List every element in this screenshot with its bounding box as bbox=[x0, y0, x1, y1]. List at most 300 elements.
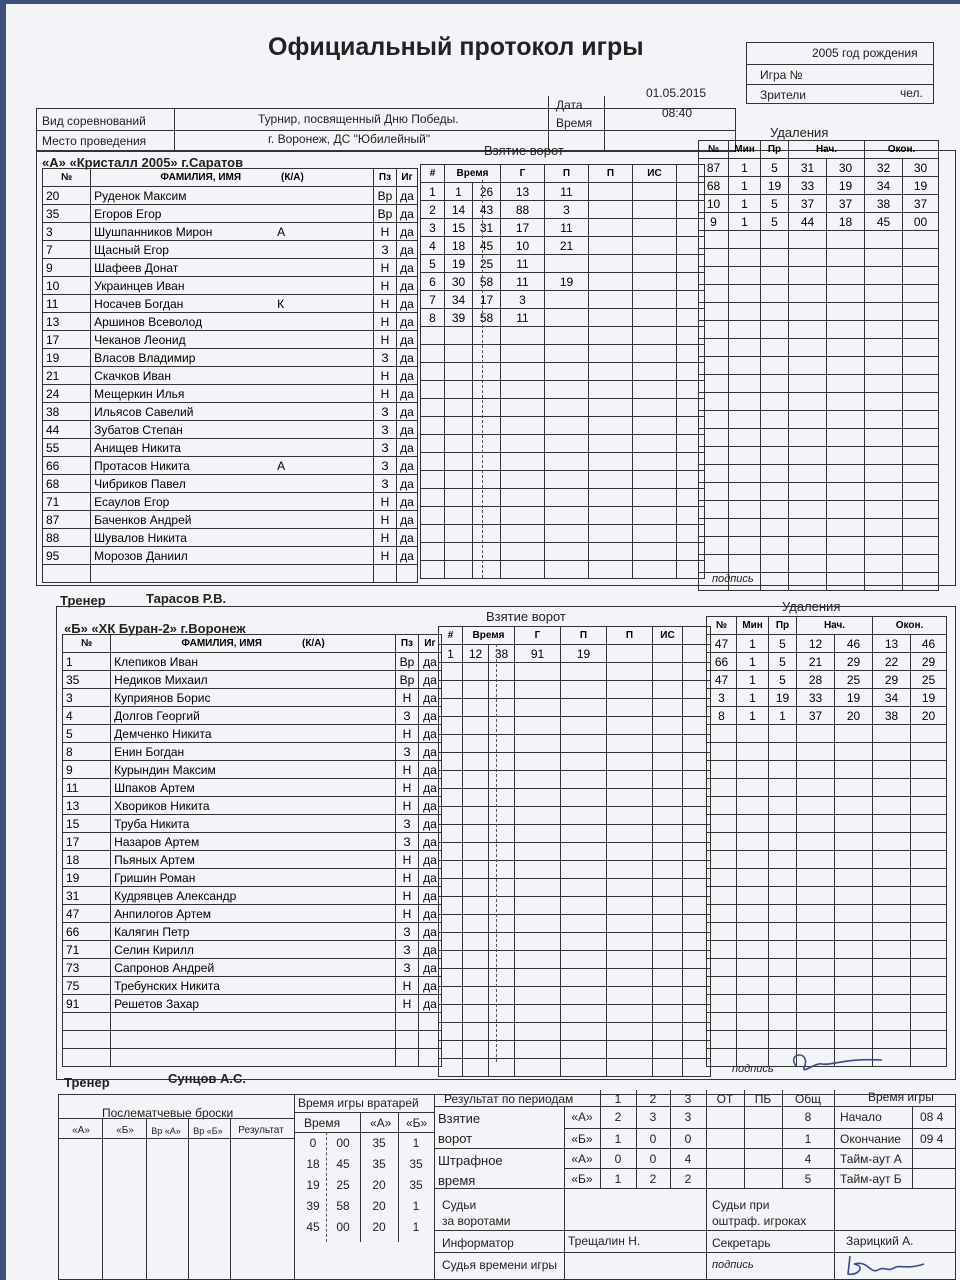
pen-reason bbox=[761, 555, 789, 573]
goal-second bbox=[473, 471, 501, 489]
player-played: да bbox=[397, 313, 418, 331]
pen-start-min: 21 bbox=[797, 653, 835, 671]
goal-situation bbox=[653, 843, 683, 861]
goal-number bbox=[421, 525, 445, 543]
goal-row bbox=[421, 453, 705, 471]
goal-minute bbox=[445, 399, 473, 417]
pen-reason bbox=[769, 833, 797, 851]
goal-situation bbox=[653, 933, 683, 951]
goal-second bbox=[473, 327, 501, 345]
pen-player bbox=[707, 959, 737, 977]
pen-start-sec bbox=[827, 483, 865, 501]
pen-start-sec bbox=[827, 231, 865, 249]
pen-start-min bbox=[789, 411, 827, 429]
pen-end-sec bbox=[903, 447, 939, 465]
pen-player: 87 bbox=[699, 159, 729, 177]
pen-start-min bbox=[789, 375, 827, 393]
goal-minute bbox=[463, 951, 489, 969]
pen-end-min bbox=[873, 779, 911, 797]
goal-minute: 39 bbox=[445, 309, 473, 327]
period-team-mark: «Б» bbox=[571, 1172, 593, 1186]
period-team-mark: «Б» bbox=[571, 1132, 593, 1146]
player-name: Недиков Михаил bbox=[114, 672, 208, 687]
player-position: З bbox=[395, 959, 418, 977]
pen-player bbox=[699, 429, 729, 447]
player-name-cell bbox=[91, 259, 374, 277]
pen-end-min: 34 bbox=[873, 689, 911, 707]
gk-team-a-gk: 35 bbox=[372, 1157, 386, 1171]
pen-player bbox=[707, 1031, 737, 1049]
player-name: Енин Богдан bbox=[114, 744, 185, 759]
goal-scorer bbox=[515, 771, 561, 789]
pen-reason bbox=[761, 339, 789, 357]
pen-end-min: 45 bbox=[865, 213, 903, 231]
player-position: Н bbox=[395, 797, 418, 815]
pen-player bbox=[699, 393, 729, 411]
goal-minute bbox=[463, 897, 489, 915]
pen-end-sec bbox=[911, 743, 947, 761]
pen-minutes bbox=[737, 779, 769, 797]
goal-assist-2 bbox=[607, 915, 653, 933]
goal-assist bbox=[561, 897, 607, 915]
gk-minute: 0 bbox=[309, 1136, 317, 1150]
player-name-cell bbox=[111, 1049, 396, 1067]
goal-assist: 11 bbox=[545, 183, 589, 201]
pen-end-sec bbox=[903, 339, 939, 357]
pen-start-sec bbox=[835, 761, 873, 779]
pen-end-sec bbox=[903, 465, 939, 483]
pen-end-min bbox=[873, 725, 911, 743]
goal-scorer bbox=[515, 897, 561, 915]
goal-assist bbox=[545, 525, 589, 543]
spectators-unit: чел. bbox=[900, 86, 923, 100]
pen-start-min bbox=[797, 725, 835, 743]
pen-minutes: 1 bbox=[729, 213, 761, 231]
period-col-1: 2 bbox=[649, 1092, 657, 1106]
goal-assist-2 bbox=[607, 717, 653, 735]
pen-reason bbox=[769, 887, 797, 905]
player-name-cell bbox=[91, 403, 374, 421]
pen-start-sec bbox=[835, 887, 873, 905]
pen-start-min bbox=[789, 447, 827, 465]
roster-row bbox=[63, 941, 442, 959]
goal-assist-2 bbox=[607, 861, 653, 879]
team-a-penalties-table bbox=[698, 140, 939, 591]
pen-minutes bbox=[737, 1013, 769, 1031]
pen-player bbox=[707, 941, 737, 959]
goal-situation bbox=[633, 525, 677, 543]
goal-number: 6 bbox=[421, 273, 445, 291]
pen-end-sec bbox=[903, 555, 939, 573]
pen-reason bbox=[761, 393, 789, 411]
player-name-cell bbox=[91, 331, 374, 349]
period-col-0: 1 bbox=[614, 1092, 622, 1106]
pen-end-min bbox=[873, 815, 911, 833]
player-name: Руденок Максим bbox=[94, 188, 187, 203]
roster-row bbox=[43, 457, 418, 475]
goal-row bbox=[439, 735, 711, 753]
player-name-cell bbox=[91, 367, 374, 385]
pen-reason bbox=[769, 959, 797, 977]
pen-col-min: Мин bbox=[729, 141, 761, 159]
player-name: Егоров Егор bbox=[94, 206, 162, 221]
pen-end-sec bbox=[903, 285, 939, 303]
player-number: 20 bbox=[43, 187, 91, 205]
pen-player bbox=[707, 815, 737, 833]
pen-player bbox=[707, 923, 737, 941]
player-position: З bbox=[373, 241, 396, 259]
period-value: 8 bbox=[804, 1110, 812, 1124]
pen-end-sec bbox=[903, 501, 939, 519]
goal-minute: 18 bbox=[445, 237, 473, 255]
goal-minute bbox=[445, 471, 473, 489]
pen-start-sec bbox=[827, 537, 865, 555]
pen-start-min bbox=[789, 231, 827, 249]
penalty-row bbox=[707, 941, 947, 959]
pen-end-sec bbox=[911, 869, 947, 887]
team-b-goals-title: Взятие ворот bbox=[486, 609, 566, 624]
penalty-row bbox=[707, 815, 947, 833]
goal-second: 25 bbox=[473, 255, 501, 273]
pen-end-sec bbox=[911, 905, 947, 923]
goal-scorer bbox=[515, 843, 561, 861]
player-number: 17 bbox=[43, 331, 91, 349]
pen-reason bbox=[769, 941, 797, 959]
pen-reason: 5 bbox=[761, 159, 789, 177]
goal-second: 45 bbox=[473, 237, 501, 255]
player-played: да bbox=[397, 403, 418, 421]
shootout-col-result: Результат bbox=[238, 1125, 284, 1136]
pim-label-2: время bbox=[438, 1173, 476, 1188]
goal-assist bbox=[561, 825, 607, 843]
gk-minute: 19 bbox=[306, 1178, 320, 1192]
goal-col-is: ИС bbox=[653, 627, 683, 645]
player-name: Пьяных Артем bbox=[114, 852, 195, 867]
player-captain-mark: А bbox=[277, 224, 286, 239]
pen-reason bbox=[761, 267, 789, 285]
goal-scorer bbox=[515, 789, 561, 807]
player-name-cell bbox=[111, 725, 396, 743]
goal-judges-label-2: за воротами bbox=[442, 1214, 511, 1228]
time-value: 08:40 bbox=[662, 106, 693, 120]
player-position: З bbox=[373, 475, 396, 493]
player-name-cell bbox=[111, 923, 396, 941]
pen-reason bbox=[769, 923, 797, 941]
end-label: Окончание bbox=[840, 1132, 901, 1146]
player-played: да bbox=[418, 689, 441, 707]
goal-second bbox=[473, 543, 501, 561]
goal-number: 5 bbox=[421, 255, 445, 273]
pen-start-min: 12 bbox=[797, 635, 835, 653]
goal-assist bbox=[561, 951, 607, 969]
pen-start-min: 33 bbox=[797, 689, 835, 707]
pen-start-sec bbox=[827, 555, 865, 573]
pen-start-sec bbox=[835, 977, 873, 995]
goal-minute bbox=[463, 987, 489, 1005]
game-number-label: Игра № bbox=[760, 68, 803, 82]
goal-number bbox=[439, 1059, 463, 1077]
goal-number bbox=[439, 699, 463, 717]
pen-start-min bbox=[789, 573, 827, 591]
player-name: Мещеркин Илья bbox=[94, 386, 185, 401]
player-name-cell bbox=[91, 493, 374, 511]
goal-number bbox=[421, 543, 445, 561]
goal-minute: 34 bbox=[445, 291, 473, 309]
roster-row bbox=[63, 1031, 442, 1049]
pen-end-sec bbox=[911, 851, 947, 869]
pen-minutes: 1 bbox=[737, 689, 769, 707]
player-played: да bbox=[418, 815, 441, 833]
goal-number bbox=[421, 489, 445, 507]
goal-second bbox=[489, 699, 515, 717]
player-played: да bbox=[418, 833, 441, 851]
pen-start-sec: 37 bbox=[827, 195, 865, 213]
pen-end-sec bbox=[903, 411, 939, 429]
pen-player: 3 bbox=[707, 689, 737, 707]
player-number bbox=[43, 565, 91, 583]
pen-start-sec bbox=[827, 573, 865, 591]
goal-second bbox=[489, 1023, 515, 1041]
goal-scorer bbox=[515, 807, 561, 825]
pen-reason bbox=[761, 303, 789, 321]
goal-situation bbox=[653, 753, 683, 771]
pen-reason bbox=[769, 779, 797, 797]
player-number: 15 bbox=[63, 815, 111, 833]
pen-start-min bbox=[789, 321, 827, 339]
penalty-row bbox=[699, 285, 939, 303]
player-name-cell bbox=[111, 815, 396, 833]
goal-situation bbox=[653, 771, 683, 789]
player-name-cell bbox=[111, 995, 396, 1013]
player-played: да bbox=[397, 241, 418, 259]
pen-end-min bbox=[865, 339, 903, 357]
goal-assist bbox=[561, 1041, 607, 1059]
penalty-row bbox=[699, 321, 939, 339]
player-played: да bbox=[418, 761, 441, 779]
pen-end-min: 13 bbox=[873, 635, 911, 653]
pen-end-sec: 19 bbox=[903, 177, 939, 195]
goal-situation bbox=[653, 681, 683, 699]
goal-assist-2 bbox=[589, 417, 633, 435]
pen-start-min bbox=[797, 941, 835, 959]
pen-start-min bbox=[797, 743, 835, 761]
goal-assist-2 bbox=[589, 237, 633, 255]
competition-label: Вид соревнований bbox=[42, 114, 146, 128]
penalty-row bbox=[699, 195, 939, 213]
player-position: Н bbox=[373, 493, 396, 511]
roster-row bbox=[43, 403, 418, 421]
start-value: 08 4 bbox=[920, 1110, 944, 1124]
pen-player bbox=[707, 977, 737, 995]
goal-assist bbox=[545, 345, 589, 363]
period-team-mark: «А» bbox=[571, 1152, 593, 1166]
player-position: Вр bbox=[395, 653, 418, 671]
goal-assist-2 bbox=[589, 327, 633, 345]
gk-time-title: Время игры вратарей bbox=[298, 1096, 419, 1110]
player-name-cell bbox=[91, 223, 374, 241]
goal-assist-2 bbox=[607, 1005, 653, 1023]
pen-player: 8 bbox=[707, 707, 737, 725]
pen-start-sec bbox=[835, 725, 873, 743]
goal-scorer bbox=[501, 525, 545, 543]
goal-scorer bbox=[515, 753, 561, 771]
goal-assist-2 bbox=[589, 453, 633, 471]
goal-row bbox=[421, 417, 705, 435]
pen-player bbox=[707, 995, 737, 1013]
player-position: Н bbox=[395, 689, 418, 707]
player-played: да bbox=[397, 547, 418, 565]
pen-start-sec: 29 bbox=[835, 653, 873, 671]
gk-team-b-gk: 35 bbox=[409, 1178, 423, 1192]
pen-start-sec bbox=[827, 357, 865, 375]
goal-col-n: # bbox=[421, 165, 445, 183]
player-played: да bbox=[397, 367, 418, 385]
team-b-penalties-title: Удаления bbox=[782, 599, 841, 614]
penalty-row bbox=[707, 779, 947, 797]
roster-row bbox=[63, 959, 442, 977]
pen-start-min bbox=[789, 519, 827, 537]
roster-row bbox=[43, 277, 418, 295]
roster-row bbox=[63, 761, 442, 779]
pen-end-min bbox=[873, 995, 911, 1013]
goal-assist: 19 bbox=[545, 273, 589, 291]
penalty-row bbox=[707, 653, 947, 671]
goal-assist-2 bbox=[589, 345, 633, 363]
goal-scorer bbox=[501, 489, 545, 507]
player-position: Н bbox=[395, 869, 418, 887]
pen-reason bbox=[769, 869, 797, 887]
goal-number bbox=[439, 879, 463, 897]
goal-situation bbox=[653, 915, 683, 933]
player-position: З bbox=[395, 815, 418, 833]
pen-end-sec bbox=[911, 887, 947, 905]
player-name: Зубатов Степан bbox=[94, 422, 183, 437]
goal-number bbox=[439, 681, 463, 699]
goal-second: 58 bbox=[473, 273, 501, 291]
goal-number bbox=[421, 507, 445, 525]
pen-player: 47 bbox=[707, 635, 737, 653]
pen-start-min: 31 bbox=[789, 159, 827, 177]
pen-end-min bbox=[873, 797, 911, 815]
team-a-goals-table bbox=[420, 164, 705, 579]
goal-second: 17 bbox=[473, 291, 501, 309]
pen-start-sec bbox=[835, 779, 873, 797]
goal-minute bbox=[463, 933, 489, 951]
pen-minutes bbox=[729, 285, 761, 303]
roster-row bbox=[43, 421, 418, 439]
player-position: З bbox=[395, 707, 418, 725]
goal-situation bbox=[633, 309, 677, 327]
goal-minute: 14 bbox=[445, 201, 473, 219]
goal-row bbox=[439, 1059, 711, 1077]
player-number: 7 bbox=[43, 241, 91, 259]
goal-number bbox=[421, 327, 445, 345]
goal-scorer bbox=[515, 933, 561, 951]
pen-end-min bbox=[873, 833, 911, 851]
goal-assist-2 bbox=[607, 1023, 653, 1041]
pen-minutes bbox=[729, 339, 761, 357]
penalty-row bbox=[707, 869, 947, 887]
pen-end-min bbox=[865, 447, 903, 465]
goal-row bbox=[439, 915, 711, 933]
roster-row bbox=[43, 205, 418, 223]
goal-number: 1 bbox=[421, 183, 445, 201]
penalty-row bbox=[707, 689, 947, 707]
goal-assist-2 bbox=[589, 183, 633, 201]
player-played: да bbox=[418, 725, 441, 743]
gk-minute: 39 bbox=[306, 1199, 320, 1213]
pen-start-min bbox=[797, 761, 835, 779]
player-name: Анпилогов Артем bbox=[114, 906, 211, 921]
goal-minute bbox=[463, 699, 489, 717]
pen-end-min bbox=[865, 411, 903, 429]
goal-minute bbox=[463, 717, 489, 735]
pen-start-min: 28 bbox=[797, 671, 835, 689]
player-name: Ильясов Савелий bbox=[94, 404, 194, 419]
player-position: Н bbox=[395, 725, 418, 743]
player-position: Н bbox=[395, 995, 418, 1013]
goal-number: 4 bbox=[421, 237, 445, 255]
goal-situation bbox=[653, 897, 683, 915]
goal-assist bbox=[545, 255, 589, 273]
pen-col-start: Нач. bbox=[789, 141, 865, 159]
goal-situation bbox=[653, 663, 683, 681]
sign-label: подпись bbox=[712, 1259, 754, 1271]
roster-row bbox=[63, 1013, 442, 1031]
period-col-3: ОТ bbox=[716, 1092, 734, 1106]
player-played: да bbox=[397, 349, 418, 367]
goal-minute bbox=[463, 969, 489, 987]
pen-col-start: Нач. bbox=[797, 617, 873, 635]
goal-minute bbox=[463, 789, 489, 807]
pen-start-min: 44 bbox=[789, 213, 827, 231]
player-name: Решетов Захар bbox=[114, 996, 200, 1011]
goal-scorer bbox=[501, 327, 545, 345]
pim-label-1: Штрафное bbox=[438, 1153, 503, 1168]
goal-assist bbox=[561, 1023, 607, 1041]
team-b-coach-name: Сунцов А.С. bbox=[168, 1071, 247, 1086]
gk-minute: 45 bbox=[306, 1220, 320, 1234]
roster-row bbox=[63, 869, 442, 887]
player-name-cell bbox=[111, 689, 396, 707]
roster-row bbox=[43, 529, 418, 547]
player-position: Н bbox=[395, 905, 418, 923]
goal-number bbox=[421, 363, 445, 381]
date-value: 01.05.2015 bbox=[646, 86, 707, 100]
player-name-cell bbox=[91, 529, 374, 547]
goal-second bbox=[473, 417, 501, 435]
player-played: да bbox=[397, 475, 418, 493]
pen-start-min bbox=[797, 1013, 835, 1031]
goal-assist-2 bbox=[589, 309, 633, 327]
pen-end-min bbox=[865, 483, 903, 501]
goal-second bbox=[489, 987, 515, 1005]
pen-start-sec bbox=[827, 429, 865, 447]
goal-situation bbox=[653, 825, 683, 843]
pen-player bbox=[707, 905, 737, 923]
roster-row bbox=[63, 779, 442, 797]
goal-scorer: 17 bbox=[501, 219, 545, 237]
pen-end-sec bbox=[903, 393, 939, 411]
pen-end-min bbox=[873, 977, 911, 995]
goal-scorer bbox=[515, 1041, 561, 1059]
player-name: Украинцев Иван bbox=[94, 278, 185, 293]
pen-start-min bbox=[797, 779, 835, 797]
penalty-row bbox=[707, 797, 947, 815]
pen-end-min bbox=[865, 465, 903, 483]
pen-reason bbox=[761, 537, 789, 555]
goal-assist bbox=[561, 879, 607, 897]
